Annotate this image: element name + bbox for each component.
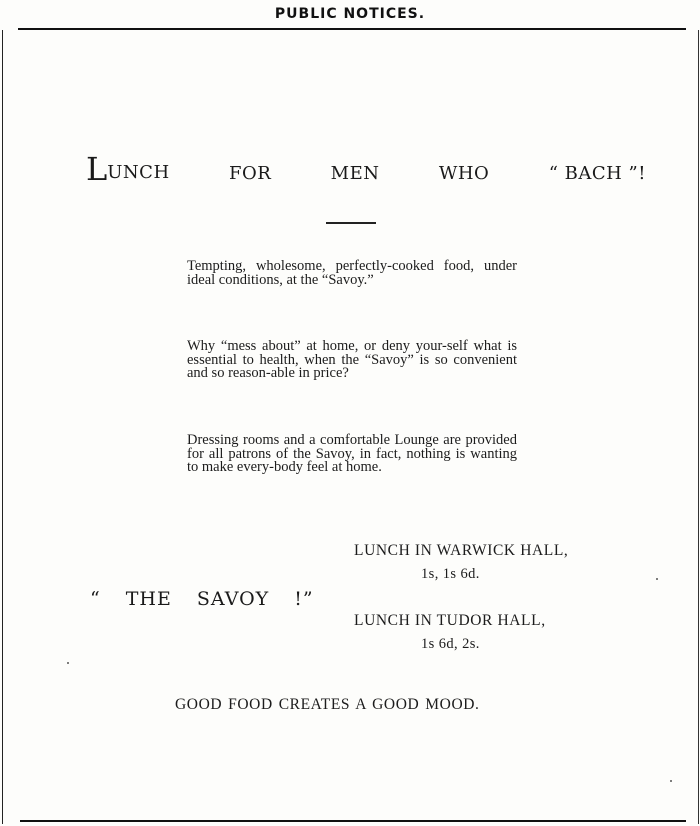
print-speck [670, 780, 672, 782]
slogan: GOOD FOOD CREATES A GOOD MOOD. [175, 696, 480, 713]
body-paragraph-3: Dressing rooms and a comfortable Lounge are provided for all patrons of the Savoy, in fact, nothing is wanting to make every-body feel at home. [187, 432, 517, 475]
lunch-hall-warwick: LUNCH IN WARWICK HALL, [354, 542, 569, 559]
headline-word-who: WHO [438, 163, 490, 184]
lunch-prices-tudor: 1s 6d, 2s. [421, 636, 480, 652]
advert-headline [86, 150, 646, 188]
headline-word-men: MEN [330, 163, 380, 184]
lunch-prices-warwick: 1s, 1s 6d. [421, 566, 480, 582]
headline-word-for: FOR [229, 163, 272, 184]
footer-rule [20, 820, 686, 822]
body-paragraph-1: Tempting, wholesome, perfectly-cooked food, under ideal conditions, at the “Savoy.” [187, 258, 517, 288]
page-border-right [698, 30, 699, 824]
lunch-hall-tudor: LUNCH IN TUDOR HALL, [354, 612, 546, 629]
body-paragraph-2: Why “mess about” at home, or deny your-self what is essential to health, when the “Savoy” is so convenient and so reason-able in price? [187, 338, 517, 381]
headline-word-bach: “ BACH ”! [548, 163, 646, 184]
header-rule [18, 28, 686, 30]
print-speck [67, 662, 69, 664]
section-header: PUBLIC NOTICES. [274, 6, 426, 22]
venue-name: “ THE SAVOY !” [90, 588, 314, 610]
divider-rule [326, 222, 376, 224]
headline-word-lunch: LUNCH [86, 150, 170, 188]
page-border-left [2, 30, 3, 824]
print-speck [656, 578, 658, 580]
